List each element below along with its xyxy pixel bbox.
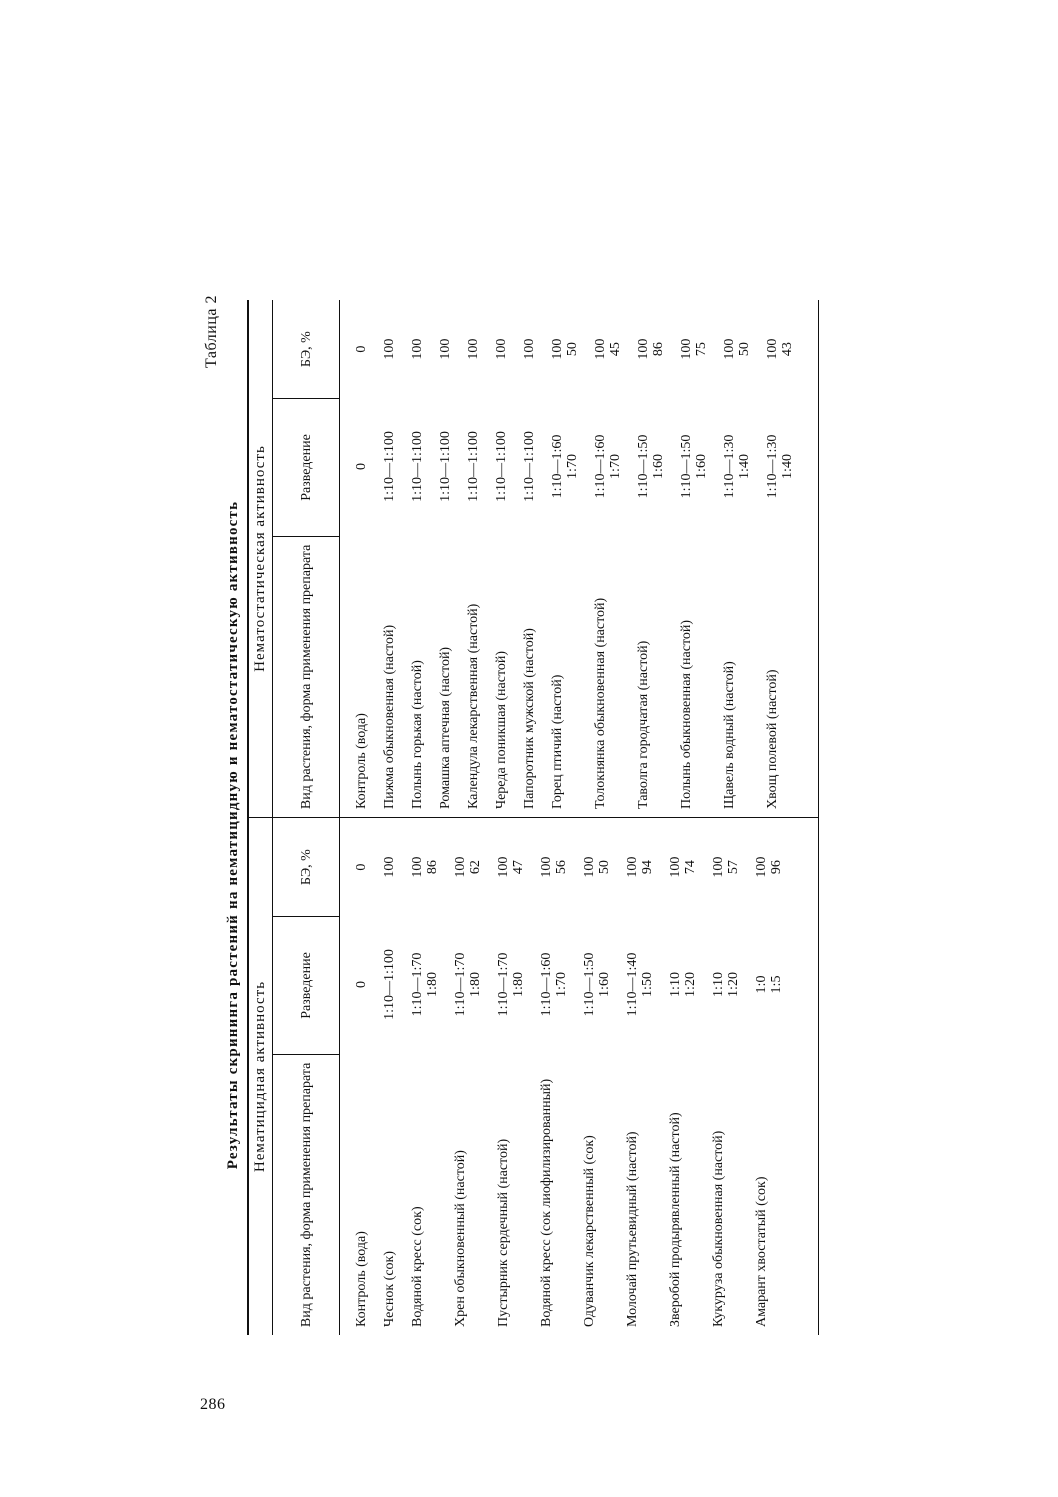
col-header-dilution: Разведение [273,399,339,537]
cell-plant: Календула лекарственная (настой) [466,603,481,809]
cell-dilution: 1:0 1:5 [754,975,784,994]
cell-plant: Пустырник сердечный (настой) [496,1138,511,1327]
table-row [466,300,481,817]
cell-plant: Хвощ полевой (настой) [765,669,780,809]
cell-dilution: 0 [354,980,369,988]
cell-plant: Толокнянка обыкновенная (настой) [593,597,608,809]
cell-dilution: 1:10—1:40 1:50 [625,952,655,1017]
table-number: Таблица 2 [203,295,220,368]
cell-be: 100 47 [496,856,526,878]
rotated-table-block [205,295,905,1375]
cell-dilution: 1:10—1:50 1:60 [582,952,612,1017]
cell-be: 100 74 [668,856,698,878]
cell-dilution: 1:10—1:100 [522,431,537,502]
cell-dilution: 1:10—1:60 1:70 [539,952,569,1017]
table-row [522,300,537,817]
cell-dilution: 1:10—1:50 1:60 [636,434,666,499]
table-title: Результаты скрининга растений на нематицидную и нематостатическую активность [225,500,241,1170]
table-row [625,818,655,1335]
cell-dilution: 1:10—1:60 1:70 [593,434,623,499]
col-header-dilution: Разведение [273,917,339,1055]
cell-be: 100 45 [593,338,623,360]
table-row [722,300,752,817]
cell-dilution: 1:10 1:20 [668,972,698,997]
table-row [354,818,369,1335]
cell-dilution: 1:10—1:70 1:80 [410,952,440,1017]
cell-dilution: 1:10—1:30 1:40 [765,434,795,499]
cell-be: 100 86 [636,338,666,360]
cell-plant: Амарант хвостатый (сок) [754,1176,769,1327]
table-row [539,818,569,1335]
table-row [754,818,784,1335]
table-row [636,300,666,817]
cell-be: 100 [382,338,397,360]
cell-plant: Чеснок (сок) [382,1250,397,1327]
nematostatic-section [249,300,818,817]
table-row [410,818,440,1335]
nematicidal-rows [340,818,807,1335]
cell-plant: Водяной кресс (сок лиофилизированный) [539,1078,554,1327]
page-number: 286 [200,1396,226,1413]
cell-be: 100 96 [754,856,784,878]
table-row [382,300,397,817]
nematicidal-header-row [273,818,340,1335]
cell-dilution: 1:10—1:100 [438,431,453,502]
table-row [494,300,509,817]
cell-dilution: 1:10—1:100 [466,431,481,502]
cell-dilution: 1:10 1:20 [711,972,741,997]
cell-dilution: 1:10—1:100 [382,431,397,502]
cell-dilution: 1:10—1:100 [494,431,509,502]
cell-dilution: 1:10—1:60 1:70 [550,434,580,499]
cell-plant: Пижма обыкновенная (настой) [382,624,397,809]
cell-plant: Контроль (вода) [354,713,369,809]
table-row [679,300,709,817]
table-row [382,818,397,1335]
col-header-plant: Вид растения, форма применения препарата [298,1062,314,1328]
cell-plant: Полынь обыкновенная (настой) [679,619,694,809]
cell-plant: Хрен обыкновенный (настой) [453,1150,468,1327]
table-row [354,300,369,817]
col-header-plant: Вид растения, форма применения препарата [298,544,314,810]
cell-dilution: 1:10—1:100 [382,949,397,1020]
cell-dilution: 1:10—1:30 1:40 [722,434,752,499]
cell-plant: Таволга городчатая (настой) [636,640,651,809]
cell-plant: Одуванчик лекарственный (сок) [582,1135,597,1327]
table-row [765,300,795,817]
table-row [550,300,580,817]
cell-be: 100 50 [722,338,752,360]
cell-be: 0 [354,345,369,353]
cell-be: 100 [382,856,397,878]
cell-plant: Щавель водный (настой) [722,661,737,809]
cell-plant: Ромашка аптечная (настой) [438,646,453,809]
cell-plant: Водяной кресс (сок) [410,1206,425,1327]
cell-be: 100 56 [539,856,569,878]
cell-plant: Горец птичий (настой) [550,674,565,809]
cell-be: 100 [410,338,425,360]
table-row [711,818,741,1335]
table-row [593,300,623,817]
cell-be: 100 [494,338,509,360]
cell-dilution: 0 [354,462,369,470]
col-header-be: БЭ, % [273,818,339,917]
cell-be: 100 57 [711,856,741,878]
cell-plant: Зверобой продырявленный (настой) [668,1112,683,1327]
table-row [668,818,698,1335]
cell-plant: Контроль (вода) [354,1231,369,1327]
cell-be: 100 50 [582,856,612,878]
cell-dilution: 1:10—1:50 1:60 [679,434,709,499]
cell-dilution: 1:10—1:70 1:80 [496,952,526,1017]
cell-plant: Папоротник мужской (настой) [522,628,537,809]
table-row [438,300,453,817]
cell-dilution: 1:10—1:70 1:80 [453,952,483,1017]
nematicidal-section [249,817,818,1335]
cell-plant: Полынь горькая (настой) [410,660,425,809]
cell-be: 100 75 [679,338,709,360]
cell-be: 100 62 [453,856,483,878]
nematostatic-header-row [273,300,340,817]
cell-be: 100 43 [765,338,795,360]
nematicidal-title: Нематицидная активность [249,818,273,1335]
cell-dilution: 1:10—1:100 [410,431,425,502]
table-row [582,818,612,1335]
cell-be: 100 [466,338,481,360]
table-row [453,818,483,1335]
nematostatic-rows [340,300,818,817]
cell-be: 100 [438,338,453,360]
table-row [410,300,425,817]
cell-plant: Кукуруза обыкновенная (настой) [711,1130,726,1327]
cell-plant: Череда поникшая (настой) [494,650,509,809]
cell-be: 100 94 [625,856,655,878]
cell-be: 100 86 [410,856,440,878]
cell-be: 100 50 [550,338,580,360]
cell-be: 0 [354,863,369,871]
col-header-be: БЭ, % [273,300,339,399]
table-row [496,818,526,1335]
cell-plant: Молочай прутьевидный (настой) [625,1131,640,1327]
cell-be: 100 [522,338,537,360]
nematostatic-title: Нематостатическая активность [249,300,273,817]
screening-table [247,300,819,1335]
